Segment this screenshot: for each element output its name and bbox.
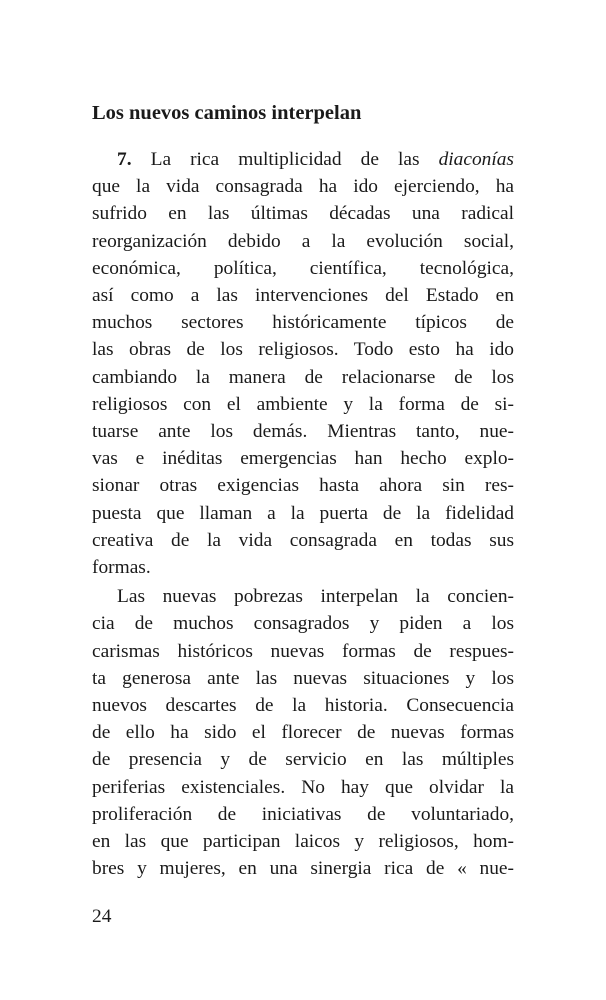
paragraph-line: nuevos descartes de la historia. Consecuencia [92, 695, 514, 717]
paragraph-line: tuarse ante los demás. Mientras tanto, nue- [92, 421, 514, 443]
paragraph-line: reorganización debido a la evolución social, [92, 230, 514, 252]
paragraph-number: 7. [117, 149, 132, 170]
paragraph-line: 7. La rica multiplicidad de las diaconías [117, 149, 514, 170]
paragraph-line: bres y mujeres, en una sinergia rica de « nue- [92, 858, 514, 880]
paragraph-line: creativa de la vida consagrada en todas sus [92, 529, 514, 551]
paragraph-line: periferias existenciales. No hay que olvidar la [92, 776, 514, 798]
italic-term: diaconías [438, 149, 514, 170]
paragraph-line: muchos sectores históricamente típicos de [92, 312, 514, 334]
paragraph-line: sufrido en las últimas décadas una radical [92, 203, 514, 225]
paragraph-line: cambiando la manera de relacionarse de los [92, 366, 514, 388]
paragraph-line: Las nuevas pobrezas interpelan la concien- [117, 586, 514, 608]
paragraph-line: económica, política, científica, tecnológica, [92, 257, 514, 279]
paragraph-line: religiosos con el ambiente y la forma de si- [92, 393, 514, 415]
section-heading: Los nuevos caminos interpelan [92, 102, 362, 124]
page-number: 24 [92, 906, 112, 927]
paragraph-line: proliferación de iniciativas de voluntariado, [92, 803, 514, 825]
paragraph-line: vas e inéditas emergencias han hecho explo- [92, 448, 514, 470]
paragraph-line: las obras de los religiosos. Todo esto ha ido [92, 339, 514, 361]
paragraph-line: sionar otras exigencias hasta ahora sin res- [92, 475, 514, 497]
paragraph-line: cia de muchos consagrados y piden a los [92, 613, 514, 635]
paragraph-line: en las que participan laicos y religiosos, hom- [92, 831, 514, 853]
page-content [92, 98, 514, 882]
paragraph-line: de ello ha sido el florecer de nuevas formas [92, 722, 514, 744]
paragraph-line: de presencia y de servicio en las múltiples [92, 749, 514, 771]
paragraph-line: así como a las intervenciones del Estado en [92, 285, 514, 307]
paragraph-2 [92, 583, 514, 882]
paragraph-line: formas. [92, 557, 151, 579]
paragraph-line: ta generosa ante las nuevas situaciones y los [92, 667, 514, 689]
paragraph-line: que la vida consagrada ha ido ejerciendo, ha [92, 176, 514, 198]
paragraph-7 [92, 146, 514, 581]
paragraph-line: puesta que llaman a la puerta de la fidelidad [92, 502, 514, 524]
paragraph-line: carismas históricos nuevas formas de respues- [92, 640, 514, 662]
